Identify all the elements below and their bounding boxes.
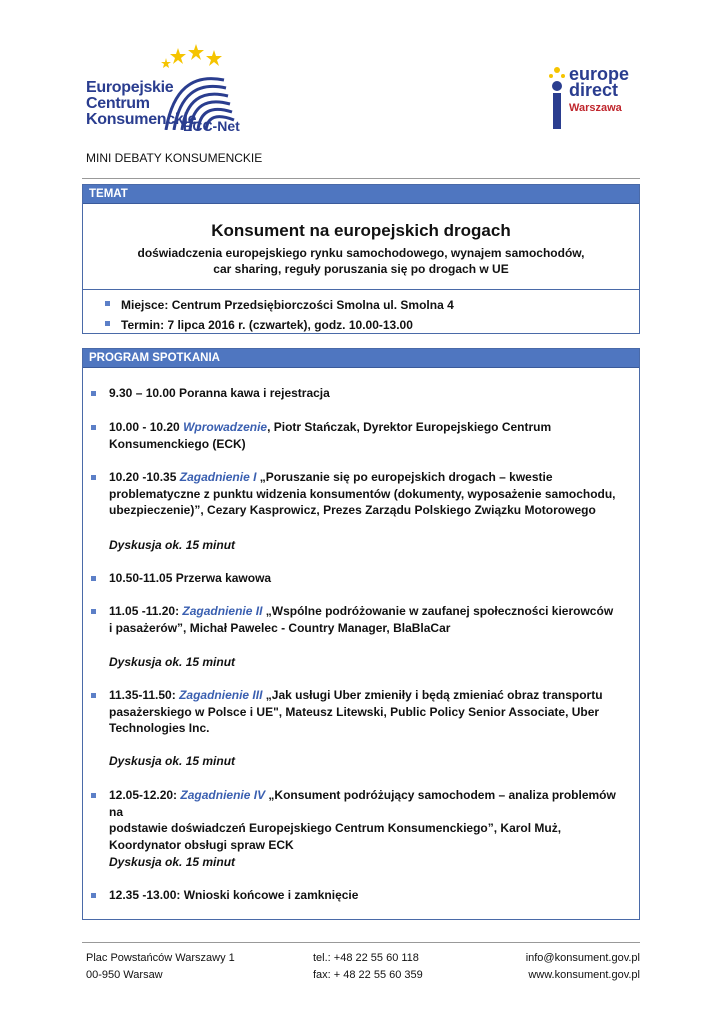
program-item-text: 9.30 – 10.00 Poranna kawa i rejestracja <box>109 386 330 400</box>
ecc-line3: Konsumenckie <box>86 111 197 128</box>
program-highlight: Zagadnienie IV <box>180 788 266 802</box>
ecc-net-label: ECC-Net <box>183 118 240 134</box>
footer-address <box>86 950 235 984</box>
series-title: MINI DEBATY KONSUMENCKIE <box>86 151 263 165</box>
bullet-icon <box>105 301 110 306</box>
program-text: , Piotr Stańczak, Dyrektor Europejskiego Centrum <box>267 420 552 434</box>
topic-label: TEMAT <box>83 185 639 204</box>
program-highlight: Zagadnienie III <box>179 688 263 702</box>
topic-box <box>82 184 640 334</box>
bullet-icon <box>91 609 96 614</box>
europe-direct-figure-icon <box>545 60 569 132</box>
program-break: 10.50-11.05 Przerwa kawowa <box>109 571 272 585</box>
footer-web-link[interactable]: www.konsument.gov.pl <box>528 969 640 981</box>
bullet-icon <box>91 425 96 430</box>
program-highlight: Zagadnienie I <box>179 470 257 484</box>
program-text-line2: problematyczne z punktu widzenia konsumentów (dokumenty, wyposażenie samochodu, <box>109 486 616 501</box>
program-text: „Konsument podróżujący samochodem – analiza problemów na <box>109 788 616 819</box>
ecc-line2: Centrum <box>86 95 150 112</box>
program-text-line2: i pasażerów”, Michał Pawelec - Country Manager, BlaBlaCar <box>109 620 451 635</box>
footer-contact <box>470 950 640 984</box>
europe-direct-city: Warszawa <box>569 102 622 114</box>
discussion-text: Dyskusja ok. 15 minut <box>109 655 236 669</box>
europe-direct-line2: direct <box>569 80 619 100</box>
topic-info <box>105 295 454 335</box>
ecc-logo <box>86 40 246 140</box>
bullet-icon <box>91 475 96 480</box>
bullet-icon <box>105 321 110 326</box>
topic-subtitle-line1: doświadczenia europejskiego rynku samochodowego, wynajem samochodów, <box>137 246 585 260</box>
discussion-text: Dyskusja ok. 15 minut <box>109 855 236 869</box>
europe-direct-line1: europe <box>569 64 630 84</box>
topic-place <box>105 295 454 315</box>
topic-date <box>105 315 454 335</box>
program-time: 11.35-11.50: <box>109 688 176 702</box>
footer-address-line1: Plac Powstańców Warszawy 1 <box>86 952 235 964</box>
program-text-line2: podstawie doświadczeń Europejskiego Centrum Konsumenckiego”, Karol Muż, <box>109 821 562 835</box>
footer-fax: fax: + 48 22 55 60 359 <box>313 969 423 981</box>
program-text-line3: Koordynator obsługi spraw ECK <box>109 837 294 852</box>
bullet-icon <box>91 793 96 798</box>
program-text: „Jak usługi Uber zmieniły i będą zmieniać obraz transportu <box>262 688 603 702</box>
program-closing: 12.35 -13.00: Wnioski końcowe i zamknięcie <box>109 888 359 902</box>
program-time: 11.05 -11.20: <box>109 604 180 618</box>
topic-subtitle-line2: car sharing, reguły poruszania się po drogach w UE <box>213 262 509 276</box>
program-time: 10.20 -10.35 <box>109 470 177 484</box>
discussion-text: Dyskusja ok. 15 minut <box>109 538 236 552</box>
bullet-icon <box>91 693 96 698</box>
program-text: „Wspólne podróżowanie w zaufanej społeczności kierowców <box>262 604 614 618</box>
program-highlight: Zagadnienie II <box>182 604 263 618</box>
program-time: 12.05-12.20: <box>109 788 178 802</box>
program-label: PROGRAM SPOTKANIA <box>83 349 639 368</box>
footer-email-link[interactable]: info@konsument.gov.pl <box>525 952 640 964</box>
topic-date-text: Termin: 7 lipca 2016 r. (czwartek), godz. 10.00-13.00 <box>121 318 413 332</box>
footer-address-line2: 00-950 Warsaw <box>86 969 163 981</box>
topic-title: Konsument na europejskich drogach <box>211 221 511 240</box>
divider-top <box>82 178 640 179</box>
program-time: 10.00 - 10.20 <box>109 420 180 434</box>
program-highlight: Wprowadzenie <box>183 420 268 434</box>
program-text: „Poruszanie się po europejskich drogach – kwestie <box>256 470 553 484</box>
footer-phone <box>313 950 423 984</box>
topic-subtitle <box>83 245 639 277</box>
bullet-icon <box>91 576 96 581</box>
topic-place-text: Miejsce: Centrum Przedsiębiorczości Smolna ul. Smolna 4 <box>121 298 454 312</box>
divider-bottom <box>82 942 640 943</box>
europe-direct-logo <box>545 52 655 132</box>
ecc-wordmark <box>86 80 196 128</box>
program-text-line2: Konsumenckiego (ECK) <box>109 436 246 451</box>
bullet-icon <box>91 893 96 898</box>
bullet-icon <box>91 391 96 396</box>
discussion-text: Dyskusja ok. 15 minut <box>109 754 236 768</box>
program-text-line3: Technologies Inc. <box>109 721 210 735</box>
topic-separator <box>83 289 639 290</box>
ecc-line1: Europejskie <box>86 79 174 96</box>
program-text-line3: ubezpieczenie)”, Cezary Kasprowicz, Prezes Zarządu Polskiego Związku Motorowego <box>109 503 596 517</box>
program-text-line2: pasażerskiego w Polsce i UE", Mateusz Litewski, Public Policy Senior Associate, Uber <box>109 704 600 719</box>
footer-tel: tel.: +48 22 55 60 118 <box>313 952 419 964</box>
program-box <box>82 348 640 920</box>
